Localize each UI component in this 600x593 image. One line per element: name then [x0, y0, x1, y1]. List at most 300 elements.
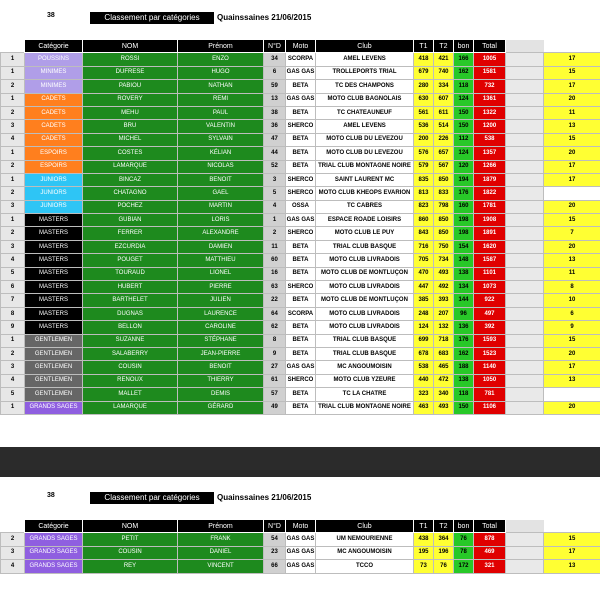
cell-bon: 118	[454, 388, 474, 401]
cell-cat: MINIMES	[25, 80, 83, 93]
cell-t2: 132	[434, 321, 454, 334]
cell-spacer	[506, 334, 544, 347]
cell-prenom: MARTIN	[178, 200, 264, 213]
header-row	[1, 40, 600, 53]
cell-t2: 196	[434, 546, 454, 559]
column-header: bon	[454, 40, 474, 53]
cell-moto: GAS GAS	[286, 93, 316, 106]
cell-t2: 740	[434, 66, 454, 79]
cell-moto: SHERCO	[286, 227, 316, 240]
cell-prenom: REMI	[178, 93, 264, 106]
cell-club: SAINT LAURENT MC	[316, 173, 414, 186]
cell-cat: MINIMES	[25, 66, 83, 79]
cell-nd: 11	[264, 240, 286, 253]
column-header: N°D	[264, 40, 286, 53]
cell-t1: 200	[414, 133, 434, 146]
column-header: Catégorie	[25, 520, 83, 533]
cell-points: 13	[544, 374, 600, 387]
table-row	[1, 281, 600, 294]
cell-rank: 1	[1, 93, 25, 106]
page-separator	[0, 447, 600, 477]
cell-t1: 705	[414, 254, 434, 267]
cell-t1: 385	[414, 294, 434, 307]
cell-rank: 1	[1, 173, 25, 186]
cell-nd: 64	[264, 307, 286, 320]
cell-moto: BETA	[286, 267, 316, 280]
cell-moto: BETA	[286, 80, 316, 93]
cell-spacer	[506, 106, 544, 119]
table-row	[1, 401, 600, 414]
cell-nom: MEHU	[83, 106, 178, 119]
cell-nom: BELLON	[83, 321, 178, 334]
cell-prenom: GÉRARD	[178, 401, 264, 414]
cell-t1: 195	[414, 546, 434, 559]
cell-cat: CADETS	[25, 120, 83, 133]
cell-club: TRIAL CLUB BASQUE	[316, 347, 414, 360]
cell-points: 10	[544, 294, 600, 307]
cell-t1: 538	[414, 361, 434, 374]
cell-t1: 124	[414, 321, 434, 334]
cell-cat: GENTLEMEN	[25, 347, 83, 360]
cell-cat: MASTERS	[25, 307, 83, 320]
cell-cat: JUNIORS	[25, 200, 83, 213]
cell-nom: MALLET	[83, 388, 178, 401]
cell-t1: 835	[414, 173, 434, 186]
table-row	[1, 267, 600, 280]
column-header: Total	[474, 40, 506, 53]
cell-moto: SHERCO	[286, 281, 316, 294]
cell-total: 1523	[474, 347, 506, 360]
cell-nom: RENOUX	[83, 374, 178, 387]
cell-nd: 54	[264, 533, 286, 546]
cell-t1: 463	[414, 401, 434, 414]
cell-t2: 226	[434, 133, 454, 146]
cell-t2: 334	[434, 80, 454, 93]
cell-cat: MASTERS	[25, 321, 83, 334]
cell-rank: 3	[1, 200, 25, 213]
cell-total: 1822	[474, 187, 506, 200]
results-table	[0, 519, 600, 574]
cell-bon: 162	[454, 347, 474, 360]
cell-bon: 96	[454, 307, 474, 320]
cell-spacer	[506, 200, 544, 213]
cell-total: 1879	[474, 173, 506, 186]
table-row	[1, 227, 600, 240]
cell-prenom: LIONEL	[178, 267, 264, 280]
cell-moto: SCORPA	[286, 53, 316, 66]
cell-points: 15	[544, 133, 600, 146]
cell-moto: BETA	[286, 106, 316, 119]
cell-nd: 63	[264, 281, 286, 294]
cell-nd: 1	[264, 214, 286, 227]
cell-bon: 160	[454, 200, 474, 213]
event-number: 38	[47, 12, 55, 19]
cell-total: 781	[474, 388, 506, 401]
cell-t2: 567	[434, 160, 454, 173]
cell-cat: CADETS	[25, 106, 83, 119]
cell-cat: CADETS	[25, 93, 83, 106]
cell-nd: 3	[264, 173, 286, 186]
cell-spacer	[506, 401, 544, 414]
cell-bon: 124	[454, 93, 474, 106]
cell-prenom: DEMIS	[178, 388, 264, 401]
cell-prenom: VALENTIN	[178, 120, 264, 133]
cell-total: 1266	[474, 160, 506, 173]
cell-rank: 2	[1, 160, 25, 173]
column-header: Prénom	[178, 40, 264, 53]
cell-nom: LAMARQUE	[83, 401, 178, 414]
cell-nd: 60	[264, 254, 286, 267]
cell-rank: 1	[1, 214, 25, 227]
cell-bon: 78	[454, 546, 474, 559]
cell-nd: 47	[264, 133, 286, 146]
cell-nom: SALABERRY	[83, 347, 178, 360]
cell-nd: 62	[264, 321, 286, 334]
cell-nd: 36	[264, 120, 286, 133]
cell-nd: 13	[264, 93, 286, 106]
cell-t2: 364	[434, 533, 454, 546]
cell-moto: BETA	[286, 160, 316, 173]
cell-total: 1200	[474, 120, 506, 133]
cell-nom: HUBERT	[83, 281, 178, 294]
cell-prenom: GAEL	[178, 187, 264, 200]
cell-t1: 576	[414, 147, 434, 160]
header-rank-blank	[1, 40, 25, 53]
cell-nom: MICHEL	[83, 133, 178, 146]
cell-total: 922	[474, 294, 506, 307]
cell-bon: 118	[454, 80, 474, 93]
cell-spacer	[506, 294, 544, 307]
cell-cat: ESPOIRS	[25, 147, 83, 160]
cell-t2: 421	[434, 53, 454, 66]
cell-spacer	[506, 240, 544, 253]
cell-rank: 4	[1, 133, 25, 146]
cell-total: 1073	[474, 281, 506, 294]
cell-t1: 813	[414, 187, 434, 200]
cell-spacer	[506, 281, 544, 294]
table-row	[1, 173, 600, 186]
cell-rank: 1	[1, 147, 25, 160]
cell-points: 6	[544, 307, 600, 320]
cell-t1: 699	[414, 334, 434, 347]
cell-spacer	[506, 66, 544, 79]
cell-spacer	[506, 388, 544, 401]
cell-points: 13	[544, 560, 600, 573]
cell-bon: 154	[454, 240, 474, 253]
table-row	[1, 388, 600, 401]
cell-nom: COUSIN	[83, 546, 178, 559]
cell-t2: 607	[434, 93, 454, 106]
cell-prenom: BENOIT	[178, 173, 264, 186]
cell-cat: MASTERS	[25, 281, 83, 294]
cell-total: 1322	[474, 106, 506, 119]
cell-moto: GAS GAS	[286, 214, 316, 227]
cell-club: MOTO CLUB DU LEVEZOU	[316, 133, 414, 146]
cell-moto: SHERCO	[286, 374, 316, 387]
cell-club: TCCO	[316, 560, 414, 573]
event-number: 38	[47, 492, 55, 499]
cell-total: 1357	[474, 147, 506, 160]
cell-club: MC ANGOUMOISIN	[316, 361, 414, 374]
cell-cat: GENTLEMEN	[25, 334, 83, 347]
cell-points: 20	[544, 401, 600, 414]
cell-prenom: BENOIT	[178, 361, 264, 374]
cell-nom: ROVERY	[83, 93, 178, 106]
cell-bon: 134	[454, 281, 474, 294]
cell-club: TRIAL CLUB MONTAGNE NOIRE	[316, 401, 414, 414]
cell-nd: 5	[264, 187, 286, 200]
table-row	[1, 240, 600, 253]
cell-prenom: PAUL	[178, 106, 264, 119]
cell-nd: 57	[264, 388, 286, 401]
results-table	[0, 39, 600, 415]
cell-cat: GRANDS SAGES	[25, 546, 83, 559]
cell-club: MOTO CLUB DE MONTLUÇON	[316, 294, 414, 307]
cell-t2: 472	[434, 374, 454, 387]
cell-club: MOTO CLUB LIVRADOIS	[316, 254, 414, 267]
cell-spacer	[506, 214, 544, 227]
cell-points: 11	[544, 267, 600, 280]
cell-club: TROLLEPORTS TRIAL	[316, 66, 414, 79]
cell-nd: 4	[264, 200, 286, 213]
cell-total: 321	[474, 560, 506, 573]
cell-nom: LAMARQUE	[83, 160, 178, 173]
cell-total: 1005	[474, 53, 506, 66]
column-header: T1	[414, 520, 434, 533]
cell-rank: 2	[1, 106, 25, 119]
cell-nom: BINCAZ	[83, 173, 178, 186]
cell-club: MOTO CLUB DU LEVEZOU	[316, 147, 414, 160]
cell-nom: REY	[83, 560, 178, 573]
cell-cat: JUNIORS	[25, 173, 83, 186]
cell-prenom: DANIEL	[178, 546, 264, 559]
cell-cat: CADETS	[25, 133, 83, 146]
cell-t1: 323	[414, 388, 434, 401]
cell-nd: 2	[264, 227, 286, 240]
cell-spacer	[506, 93, 544, 106]
cell-nd: 66	[264, 560, 286, 573]
column-header: Total	[474, 520, 506, 533]
cell-nom: BRU	[83, 120, 178, 133]
cell-prenom: ALEXANDRE	[178, 227, 264, 240]
cell-t2: 76	[434, 560, 454, 573]
cell-prenom: LORIS	[178, 214, 264, 227]
cell-rank: 5	[1, 388, 25, 401]
cell-nd: 34	[264, 53, 286, 66]
cell-club: MOTO CLUB YZEURE	[316, 374, 414, 387]
cell-prenom: VINCENT	[178, 560, 264, 573]
cell-t2: 465	[434, 361, 454, 374]
cell-t2: 611	[434, 106, 454, 119]
cell-club: MC ANGOUMOISIN	[316, 546, 414, 559]
cell-nom: DUFRESE	[83, 66, 178, 79]
cell-prenom: JEAN-PIERRE	[178, 347, 264, 360]
cell-total: 878	[474, 533, 506, 546]
table-row	[1, 546, 600, 559]
cell-cat: MASTERS	[25, 240, 83, 253]
cell-spacer	[506, 227, 544, 240]
cell-bon: 162	[454, 66, 474, 79]
cell-bon: 138	[454, 267, 474, 280]
cell-bon: 150	[454, 401, 474, 414]
cell-prenom: PIERRE	[178, 281, 264, 294]
cell-spacer	[506, 560, 544, 573]
cell-spacer	[506, 321, 544, 334]
column-header: Prénom	[178, 520, 264, 533]
cell-moto: GAS GAS	[286, 560, 316, 573]
cell-cat: MASTERS	[25, 294, 83, 307]
cell-bon: 150	[454, 106, 474, 119]
cell-bon: 198	[454, 214, 474, 227]
cell-club: MOTO CLUB KHEOPS EVARION	[316, 187, 414, 200]
cell-total: 732	[474, 80, 506, 93]
cell-club: TRIAL CLUB MONTAGNE NOIRE	[316, 160, 414, 173]
cell-club: TC CHATEAUNEUF	[316, 106, 414, 119]
cell-club: MOTO CLUB LIVRADOIS	[316, 281, 414, 294]
cell-cat: MASTERS	[25, 214, 83, 227]
cell-t2: 493	[434, 401, 454, 414]
cell-points: 7	[544, 227, 600, 240]
table-row	[1, 560, 600, 573]
cell-moto: SHERCO	[286, 187, 316, 200]
cell-bon: 148	[454, 254, 474, 267]
cell-points: 15	[544, 533, 600, 546]
cell-t2: 850	[434, 173, 454, 186]
cell-moto: BETA	[286, 401, 316, 414]
cell-nom: TOURAUD	[83, 267, 178, 280]
cell-points: 9	[544, 321, 600, 334]
column-header: bon	[454, 520, 474, 533]
cell-points: 20	[544, 93, 600, 106]
cell-t1: 536	[414, 120, 434, 133]
cell-nd: 52	[264, 160, 286, 173]
cell-rank: 2	[1, 347, 25, 360]
cell-total: 1050	[474, 374, 506, 387]
cell-nom: ROSSI	[83, 53, 178, 66]
cell-moto: BETA	[286, 321, 316, 334]
table-row	[1, 214, 600, 227]
cell-nd: 61	[264, 374, 286, 387]
cell-bon: 138	[454, 374, 474, 387]
cell-bon: 194	[454, 173, 474, 186]
table-row	[1, 80, 600, 93]
cell-rank: 6	[1, 281, 25, 294]
cell-points: 20	[544, 240, 600, 253]
table-row	[1, 321, 600, 334]
cell-bon: 176	[454, 334, 474, 347]
cell-nd: 44	[264, 147, 286, 160]
column-header: Moto	[286, 40, 316, 53]
cell-spacer	[506, 173, 544, 186]
cell-total: 1106	[474, 401, 506, 414]
cell-prenom: ENZO	[178, 53, 264, 66]
cell-nd: 9	[264, 347, 286, 360]
cell-spacer	[506, 133, 544, 146]
cell-nom: GUBIAN	[83, 214, 178, 227]
cell-nom: PABIOU	[83, 80, 178, 93]
cell-nom: DUGNAS	[83, 307, 178, 320]
cell-t2: 207	[434, 307, 454, 320]
cell-prenom: NICOLAS	[178, 160, 264, 173]
cell-club: TC LA CHATRE	[316, 388, 414, 401]
cell-points: 17	[544, 80, 600, 93]
cell-club: UM NEMOURIENNE	[316, 533, 414, 546]
cell-club: TC CABRES	[316, 200, 414, 213]
table-row	[1, 187, 600, 200]
table-row	[1, 133, 600, 146]
table-row	[1, 254, 600, 267]
cell-points: 15	[544, 334, 600, 347]
cell-rank: 4	[1, 254, 25, 267]
cell-nd: 16	[264, 267, 286, 280]
cell-nom: BARTHELET	[83, 294, 178, 307]
cell-rank: 3	[1, 546, 25, 559]
cell-prenom: SYLVAIN	[178, 133, 264, 146]
cell-cat: GENTLEMEN	[25, 361, 83, 374]
cell-nom: POCHEZ	[83, 200, 178, 213]
cell-moto: BETA	[286, 254, 316, 267]
cell-prenom: CAROLINE	[178, 321, 264, 334]
cell-moto: GAS GAS	[286, 361, 316, 374]
cell-cat: GRANDS SAGES	[25, 533, 83, 546]
cell-moto: BETA	[286, 294, 316, 307]
cell-moto: BETA	[286, 347, 316, 360]
header-points-blank	[544, 520, 600, 533]
sheet-title-bar	[0, 492, 600, 504]
cell-prenom: NATHAN	[178, 80, 264, 93]
cell-t2: 850	[434, 214, 454, 227]
table-row	[1, 374, 600, 387]
cell-prenom: FRANK	[178, 533, 264, 546]
cell-moto: OSSA	[286, 200, 316, 213]
cell-cat: MASTERS	[25, 254, 83, 267]
table-row	[1, 347, 600, 360]
cell-cat: GRANDS SAGES	[25, 401, 83, 414]
cell-total: 1891	[474, 227, 506, 240]
cell-t1: 561	[414, 106, 434, 119]
header-spacer	[506, 520, 544, 533]
cell-total: 1593	[474, 334, 506, 347]
column-header: Club	[316, 520, 414, 533]
cell-prenom: THIERRY	[178, 374, 264, 387]
cell-bon: 172	[454, 560, 474, 573]
cell-rank: 3	[1, 240, 25, 253]
cell-rank: 2	[1, 227, 25, 240]
cell-club: AMEL LEVENS	[316, 120, 414, 133]
cell-bon: 120	[454, 160, 474, 173]
cell-points	[544, 187, 600, 200]
cell-prenom: JULIEN	[178, 294, 264, 307]
cell-points: 20	[544, 147, 600, 160]
cell-points: 17	[544, 173, 600, 186]
cell-t2: 340	[434, 388, 454, 401]
cell-prenom: DAMIEN	[178, 240, 264, 253]
cell-nom: COSTES	[83, 147, 178, 160]
cell-bon: 188	[454, 361, 474, 374]
cell-spacer	[506, 374, 544, 387]
cell-moto: GAS GAS	[286, 533, 316, 546]
cell-moto: SHERCO	[286, 173, 316, 186]
cell-points: 20	[544, 347, 600, 360]
cell-total: 1781	[474, 200, 506, 213]
cell-nd: 8	[264, 334, 286, 347]
column-header: N°D	[264, 520, 286, 533]
cell-rank: 3	[1, 120, 25, 133]
cell-spacer	[506, 546, 544, 559]
cell-moto: BETA	[286, 240, 316, 253]
event-title: Quainssaines 21/06/2015	[217, 13, 312, 22]
cell-bon: 124	[454, 147, 474, 160]
